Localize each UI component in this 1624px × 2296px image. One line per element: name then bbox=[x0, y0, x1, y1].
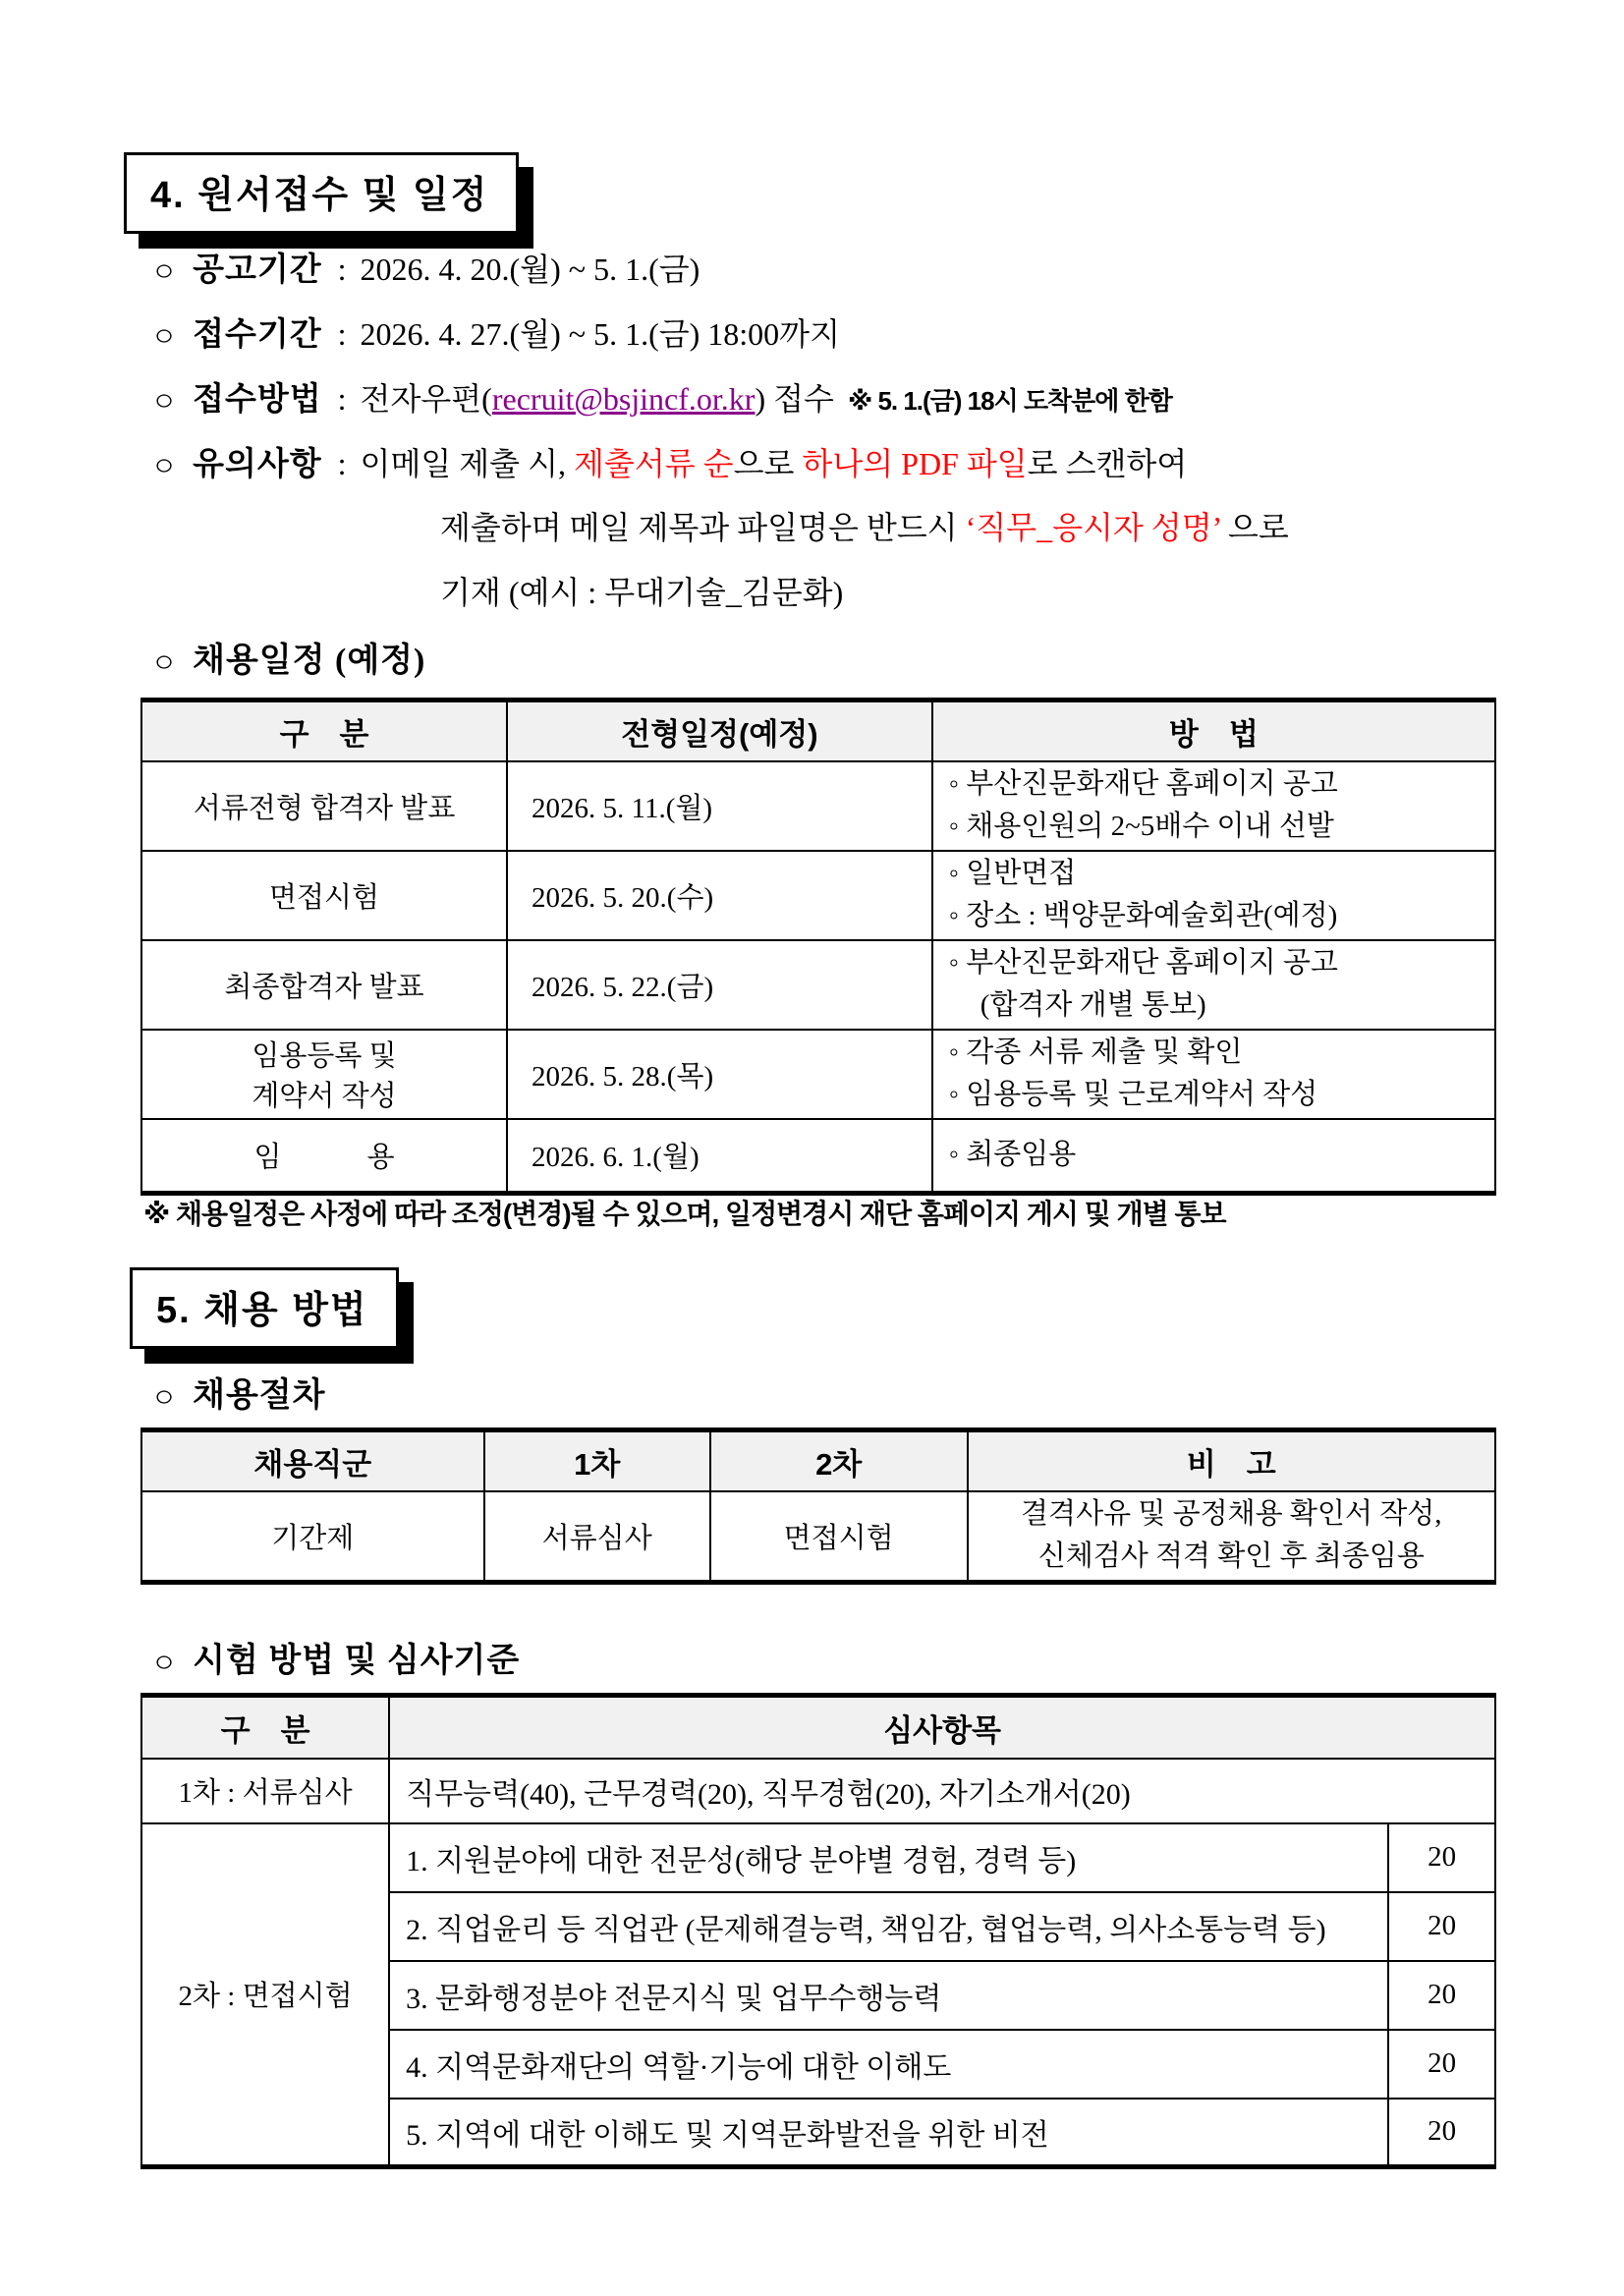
criteria-score: 20 bbox=[1388, 1892, 1495, 1961]
criteria-item: 2. 직업윤리 등 직업관 (문제해결능력, 책임감, 협업능력, 의사소통능력 등) bbox=[389, 1892, 1388, 1961]
method-line: ◦ 각종 서류 제출 및 확인 bbox=[948, 1036, 1243, 1068]
procedure-note-line: 신체검사 적격 확인 후 최종임용 bbox=[1037, 1540, 1425, 1572]
table-row bbox=[141, 1119, 1495, 1194]
col-header-first: 1차 bbox=[484, 1430, 710, 1491]
criteria-score: 20 bbox=[1388, 2099, 1495, 2167]
caution-text: 으로 bbox=[733, 446, 803, 481]
procedure-heading: 채용절차 bbox=[193, 1377, 326, 1414]
section5-title: 5. 채용 방법 bbox=[156, 1290, 368, 1331]
submit-method-pre: 전자우편( bbox=[360, 381, 492, 417]
criteria-score: 20 bbox=[1388, 2030, 1495, 2099]
method-line: ◦ 임용등록 및 근로계약서 작성 bbox=[948, 1079, 1318, 1110]
caution-text: 로 스캔하여 bbox=[1027, 446, 1188, 481]
category-line: 계약서 작성 bbox=[252, 1081, 397, 1112]
procedure-first: 서류심사 bbox=[484, 1491, 710, 1583]
circle-bullet-icon: ○ bbox=[153, 1380, 175, 1413]
table-row bbox=[141, 1491, 1495, 1583]
method-line: ◦ 채용인원의 2~5배수 이내 선발 bbox=[948, 811, 1334, 842]
criteria-heading: 시험 방법 및 심사기준 bbox=[193, 1643, 521, 1679]
row-category: 서류전형 합격자 발표 bbox=[141, 761, 507, 851]
section4-title: 4. 원서접수 및 일정 bbox=[150, 175, 489, 216]
procedure-second: 면접시험 bbox=[710, 1491, 968, 1583]
method-line: ◦ 부산진문화재단 홈페이지 공고 bbox=[948, 946, 1338, 979]
procedure-header-row bbox=[141, 1430, 1495, 1491]
row-method bbox=[932, 940, 1495, 1030]
method-line: ◦ 부산진문화재단 홈페이지 공고 bbox=[948, 767, 1338, 800]
row-category: 최종합격자 발표 bbox=[141, 940, 507, 1030]
second-round-label: 2차 : 면접시험 bbox=[141, 1823, 389, 2167]
row-method bbox=[932, 851, 1495, 940]
row-method bbox=[932, 761, 1495, 851]
caution-text: 기재 (예시 : 무대기술_김문화) bbox=[440, 575, 844, 610]
row-method bbox=[932, 1119, 1495, 1194]
col-header-round: 구 분 bbox=[141, 1696, 389, 1759]
caution-line-1 bbox=[155, 438, 1570, 503]
submit-method-label: 접수방법 bbox=[193, 382, 322, 418]
criteria-table bbox=[140, 1693, 1496, 2169]
caution-text: 으로 bbox=[1221, 510, 1289, 545]
schedule-change-note: ※ 채용일정은 사정에 따라 조정(변경)될 수 있으며, 일정변경시 재단 홈페이지 게시 및 개별 통보 bbox=[143, 1199, 1226, 1229]
circle-bullet-icon: ○ bbox=[153, 384, 175, 417]
row-date: 2026. 5. 28.(목) bbox=[507, 1030, 932, 1119]
caution-text: 이메일 제출 시, bbox=[360, 446, 575, 481]
procedure-heading-line bbox=[155, 1368, 1570, 1432]
procedure-table bbox=[140, 1428, 1496, 1585]
deadline-note: ※ 5. 1.(금) 18시 도착분에 한함 bbox=[847, 386, 1172, 416]
second-round-row bbox=[141, 1823, 1495, 1892]
criteria-score: 20 bbox=[1388, 1823, 1495, 1892]
col-header-second: 2차 bbox=[710, 1430, 968, 1491]
colon-separator: : bbox=[337, 252, 347, 287]
criteria-item: 1. 지원분야에 대한 전문성(해당 분야별 경험, 경력 등) bbox=[389, 1823, 1388, 1892]
receipt-period-line bbox=[155, 308, 1570, 373]
announce-period-value: 2026. 4. 20.(월) ~ 5. 1.(금) bbox=[360, 252, 700, 287]
table-row bbox=[141, 1030, 1495, 1119]
colon-separator: : bbox=[337, 316, 347, 352]
table-row bbox=[141, 851, 1495, 940]
caution-red-order: 제출서류 순 bbox=[574, 446, 734, 481]
circle-bullet-icon: ○ bbox=[153, 645, 175, 678]
section4-title-box bbox=[124, 152, 519, 234]
colon-separator: : bbox=[337, 381, 347, 417]
row-method bbox=[932, 1030, 1495, 1119]
announce-period-line bbox=[155, 244, 1570, 308]
circle-bullet-icon: ○ bbox=[153, 254, 175, 287]
caution-line-3 bbox=[440, 568, 1570, 633]
caution-line-2 bbox=[440, 503, 1570, 568]
method-line: ◦ 장소 : 백양문화예술회관(예정) bbox=[948, 900, 1338, 931]
criteria-item: 3. 문화행정분야 전문지식 및 업무수행능력 bbox=[389, 1961, 1388, 2030]
procedure-group: 기간제 bbox=[141, 1491, 484, 1583]
first-round-label: 1차 : 서류심사 bbox=[141, 1759, 389, 1823]
col-header-group: 채용직군 bbox=[141, 1430, 484, 1491]
table-row bbox=[141, 940, 1495, 1030]
circle-bullet-icon: ○ bbox=[153, 319, 175, 352]
procedure-note-line: 결격사유 및 공정채용 확인서 작성, bbox=[1021, 1497, 1442, 1530]
announce-period-label: 공고기간 bbox=[193, 252, 322, 288]
row-category: 임 용 bbox=[141, 1119, 507, 1194]
schedule-table bbox=[140, 698, 1496, 1196]
receipt-period-label: 접수기간 bbox=[193, 317, 322, 353]
col-header-category: 구 분 bbox=[141, 700, 507, 761]
category-line: 임용등록 및 bbox=[252, 1040, 397, 1072]
section4-bullet-list bbox=[155, 244, 1570, 698]
circle-bullet-icon: ○ bbox=[153, 1646, 175, 1678]
table-row bbox=[141, 761, 1495, 851]
email-link[interactable]: recruit@bsjincf.or.kr bbox=[491, 381, 756, 417]
method-line: (합격자 개별 통보) bbox=[980, 989, 1206, 1021]
first-round-row bbox=[141, 1759, 1495, 1823]
caution-red-pdf: 하나의 PDF 파일 bbox=[802, 446, 1028, 481]
row-category: 면접시험 bbox=[141, 851, 507, 940]
section5-title-box bbox=[130, 1267, 399, 1349]
col-header-note: 비 고 bbox=[968, 1430, 1495, 1491]
row-date: 2026. 5. 22.(금) bbox=[507, 940, 932, 1030]
col-header-date: 전형일정(예정) bbox=[507, 700, 932, 761]
receipt-period-value: 2026. 4. 27.(월) ~ 5. 1.(금) 18:00까지 bbox=[360, 316, 841, 352]
schedule-header-row bbox=[141, 700, 1495, 761]
method-line: ◦ 일반면접 bbox=[948, 857, 1077, 889]
col-header-items: 심사항목 bbox=[389, 1696, 1495, 1759]
row-date: 2026. 5. 20.(수) bbox=[507, 851, 932, 940]
schedule-heading-line bbox=[155, 633, 1570, 698]
criteria-header-row bbox=[141, 1696, 1495, 1759]
first-round-items: 직무능력(40), 근무경력(20), 직무경험(20), 자기소개서(20) bbox=[389, 1759, 1495, 1823]
criteria-item: 5. 지역에 대한 이해도 및 지역문화발전을 위한 비전 bbox=[389, 2099, 1388, 2167]
caution-text: 제출하며 메일 제목과 파일명은 반드시 bbox=[440, 510, 966, 545]
submit-method-line bbox=[155, 373, 1570, 438]
row-date: 2026. 6. 1.(월) bbox=[507, 1119, 932, 1194]
schedule-heading: 채용일정 (예정) bbox=[193, 643, 426, 679]
procedure-note bbox=[968, 1491, 1495, 1583]
caution-label: 유의사항 bbox=[193, 447, 322, 482]
submit-method-post: ) 접수 bbox=[755, 381, 834, 417]
caution-red-filename: ‘직무_응시자 성명’ bbox=[965, 510, 1222, 545]
row-category bbox=[141, 1030, 507, 1119]
criteria-item: 4. 지역문화재단의 역할·기능에 대한 이해도 bbox=[389, 2030, 1388, 2099]
criteria-score: 20 bbox=[1388, 1961, 1495, 2030]
circle-bullet-icon: ○ bbox=[153, 449, 175, 481]
col-header-method: 방 법 bbox=[932, 700, 1495, 761]
row-date: 2026. 5. 11.(월) bbox=[507, 761, 932, 851]
method-line: ◦ 최종임용 bbox=[948, 1139, 1077, 1170]
colon-separator: : bbox=[337, 446, 347, 481]
criteria-heading-line bbox=[155, 1633, 1570, 1698]
